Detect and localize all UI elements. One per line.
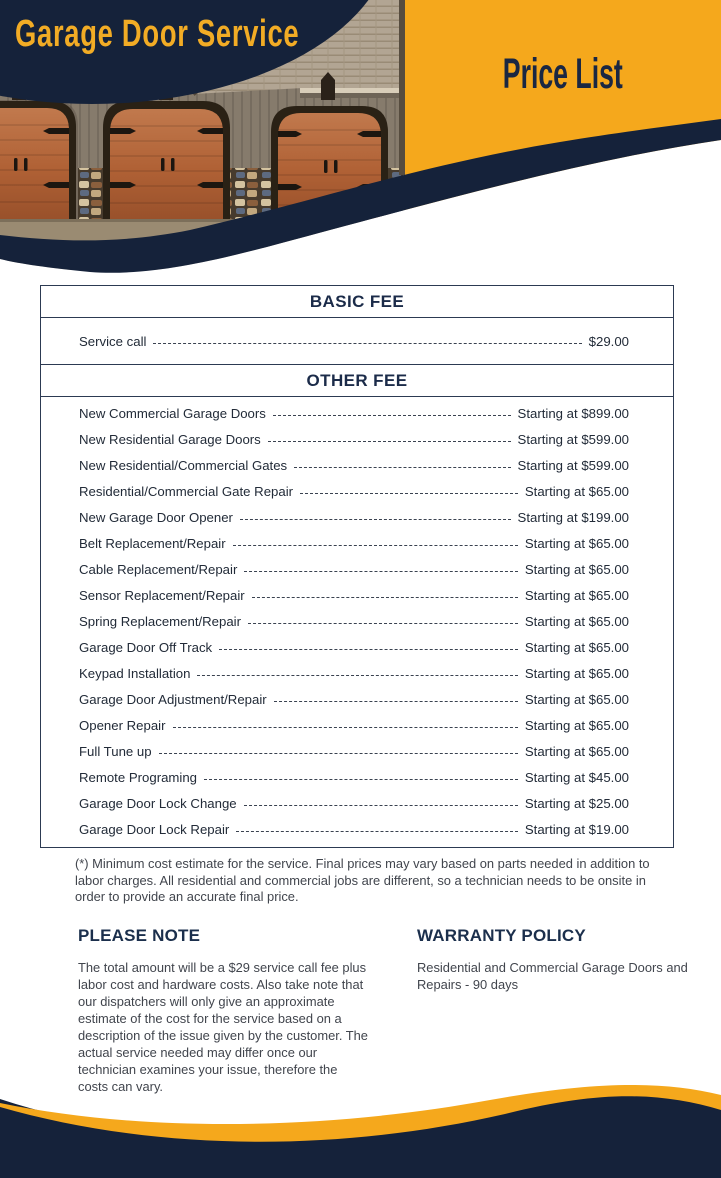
warranty-section (417, 926, 697, 993)
fee-price: Starting at $599.00 (517, 431, 629, 447)
fee-price: Starting at $45.00 (524, 769, 629, 785)
fee-label: Service call (79, 333, 147, 349)
please-note-body: The total amount will be a $29 service call fee plus labor cost and hardware costs. Also take note that our dispatchers will only give an approximate estimate of the cost for the service based on a description of the issue given by the customer. The actual service needed may differ once our technician examines your issue, therefore the costs can vary. (78, 960, 368, 1094)
brand-title: Garage Door Service (15, 13, 300, 55)
fee-label: New Residential Garage Doors (79, 431, 261, 447)
fee-price: Starting at $19.00 (524, 821, 629, 837)
fee-label: Garage Door Adjustment/Repair (79, 691, 267, 707)
fee-label: Residential/Commercial Gate Repair (79, 483, 294, 499)
fee-row (41, 790, 673, 816)
dotted-leader (159, 753, 518, 754)
dotted-leader (274, 701, 518, 702)
fee-row (41, 504, 673, 530)
fee-row (41, 634, 673, 660)
basic-fee-list (41, 318, 673, 364)
fee-row (41, 738, 673, 764)
fee-label: Remote Programing (79, 769, 198, 785)
fee-price: Starting at $25.00 (524, 795, 629, 811)
page-title: Price List (502, 50, 624, 98)
fee-price: Starting at $65.00 (524, 613, 629, 629)
fee-label: Full Tune up (79, 743, 152, 759)
basic-fee-heading: BASIC FEE (41, 286, 673, 318)
fee-price: Starting at $65.00 (524, 535, 629, 551)
fee-label: New Commercial Garage Doors (79, 405, 266, 421)
dotted-leader (219, 649, 518, 650)
fee-label: Spring Replacement/Repair (79, 613, 241, 629)
fee-row (41, 452, 673, 478)
dotted-leader (252, 597, 518, 598)
fee-price: Starting at $65.00 (524, 665, 629, 681)
fee-label: Garage Door Off Track (79, 639, 213, 655)
fee-price: Starting at $199.00 (517, 509, 629, 525)
fee-price: Starting at $599.00 (517, 457, 629, 473)
disclaimer-note: (*) Minimum cost estimate for the service. Final prices may vary based on parts needed in addition to labor charges. All residential and commercial jobs are different, so a technician needs to be onsite in order to provide an accurate final price. (75, 856, 650, 905)
fee-price: Starting at $65.00 (524, 561, 629, 577)
dotted-leader (268, 441, 511, 442)
dotted-leader (204, 779, 518, 780)
fee-label: Garage Door Lock Repair (79, 821, 230, 837)
warranty-heading: WARRANTY POLICY (417, 926, 586, 945)
dotted-leader (244, 571, 518, 572)
fee-price: Starting at $65.00 (524, 639, 629, 655)
fee-price: Starting at $65.00 (524, 483, 629, 499)
dotted-leader (197, 675, 517, 676)
fee-price: $29.00 (588, 333, 629, 349)
page-title-wrap (405, 50, 721, 99)
fee-row (41, 816, 673, 842)
fee-price: Starting at $899.00 (517, 405, 629, 421)
fee-price: Starting at $65.00 (524, 587, 629, 603)
fee-row (41, 426, 673, 452)
dotted-leader (153, 343, 581, 344)
fee-row (41, 478, 673, 504)
fee-label: Garage Door Lock Change (79, 795, 237, 811)
fee-row (41, 582, 673, 608)
dotted-leader (294, 467, 510, 468)
dotted-leader (248, 623, 518, 624)
fee-row (41, 764, 673, 790)
please-note-heading: PLEASE NOTE (78, 926, 201, 945)
other-fee-list (41, 397, 673, 847)
fee-label: Sensor Replacement/Repair (79, 587, 245, 603)
fee-row (41, 608, 673, 634)
fee-label: Belt Replacement/Repair (79, 535, 226, 551)
fee-row (41, 712, 673, 738)
fee-row (41, 530, 673, 556)
dotted-leader (173, 727, 518, 728)
dotted-leader (244, 805, 518, 806)
fee-row (41, 556, 673, 582)
fee-label: Cable Replacement/Repair (79, 561, 238, 577)
brand-title-wrap (15, 13, 410, 56)
dotted-leader (236, 831, 518, 832)
fee-label: Keypad Installation (79, 665, 191, 681)
fee-row (41, 318, 673, 364)
dotted-leader (240, 519, 511, 520)
dotted-leader (273, 415, 511, 416)
warranty-body: Residential and Commercial Garage Doors and Repairs - 90 days (417, 960, 688, 992)
other-fee-heading: OTHER FEE (41, 364, 673, 397)
fee-row (41, 686, 673, 712)
fee-row (41, 660, 673, 686)
please-note-section (78, 926, 370, 1095)
price-table (40, 285, 674, 848)
fee-row (41, 400, 673, 426)
fee-label: New Residential/Commercial Gates (79, 457, 288, 473)
fee-label: New Garage Door Opener (79, 509, 233, 525)
dotted-leader (233, 545, 518, 546)
fee-price: Starting at $65.00 (524, 691, 629, 707)
fee-price: Starting at $65.00 (524, 743, 629, 759)
dotted-leader (300, 493, 518, 494)
fee-label: Opener Repair (79, 717, 166, 733)
fee-price: Starting at $65.00 (524, 717, 629, 733)
